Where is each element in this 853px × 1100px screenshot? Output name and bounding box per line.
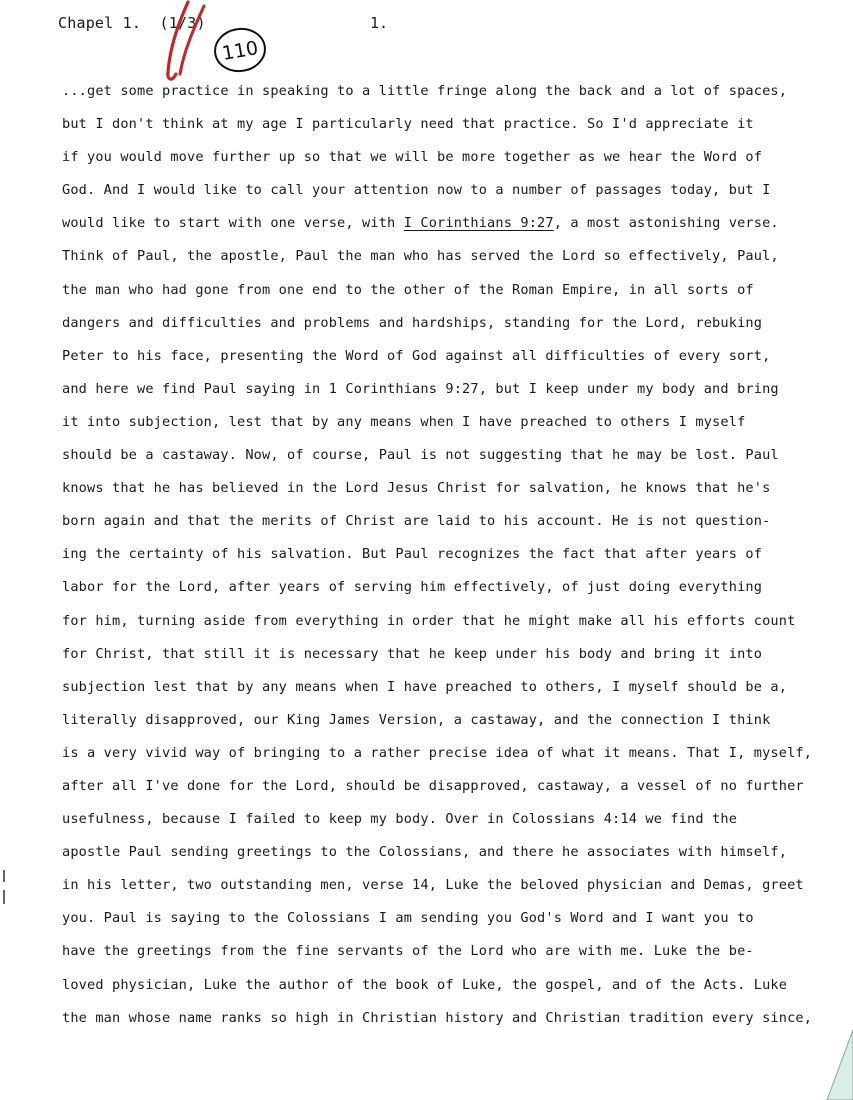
corner-fold [813,1030,853,1100]
fraction-label: (1/3) [159,14,206,32]
text-line: have the greetings from the fine servants of the Lord who are with me. Luke the be- [62,943,754,960]
text-line: ing the certainty of his salvation. But Paul recognizes the fact that after years of [62,546,763,563]
circled-number: 110 [220,37,260,65]
text-line: the man whose name ranks so high in Christian history and Christian tradition every since, [62,1009,813,1026]
text-line: subjection lest that by any means when I have preached to others, I myself should be a, [62,678,788,695]
red-pen-stroke-1 [168,2,188,79]
text-line: and here we find Paul saying in 1 Corinthians 9:27, but I keep under my body and bring [62,380,779,397]
text-line: the man who had gone from one end to the other of the Roman Empire, in all sorts of [62,281,754,298]
text-line: you. Paul is saying to the Colossians I am sending you God's Word and I want you to [62,910,754,927]
text-segment: would like to start with one verse, with [62,215,404,232]
text-line: is a very vivid way of bringing to a rather precise idea of what it means. That I, myself, [62,744,813,761]
chapel-label: Chapel 1. [58,14,142,32]
text-line: for him, turning aside from everything in order that he might make all his efforts count [62,612,796,629]
text-line: Peter to his face, presenting the Word of God against all difficulties of every sort, [62,347,771,364]
underlined-reference: I Corinthians 9:27 [403,215,554,232]
text-line: it into subjection, lest that by any means when I have preached to others I myself [62,413,746,430]
text-line: Think of Paul, the apostle, Paul the man who has served the Lord so effectively, Paul, [62,248,779,265]
text-line: in his letter, two outstanding men, verse 14, Luke the beloved physician and Demas, greet [62,877,804,894]
text-line: after all I've done for the Lord, should be disapproved, castaway, a vessel of no further [62,777,804,794]
text-line: dangers and difficulties and problems and hardships, standing for the Lord, rebuking [62,314,763,331]
text-line: but I don't think at my age I particularly need that practice. So I'd appreciate it [62,116,754,133]
text-line: born again and that the merits of Christ are laid to his account. He is not question- [62,513,771,530]
text-line: ...get some practice in speaking to a little fringe along the back and a lot of spaces, [62,83,788,99]
text-line: usefulness, because I failed to keep my body. Over in Colossians 4:14 we find the [62,811,738,828]
body-text [62,75,842,1035]
text-line [62,207,842,240]
text-line: loved physician, Luke the author of the book of Luke, the gospel, and of the Acts. Luke [62,976,788,993]
page-number: 1. [370,14,389,32]
text-segment: , a most astonishing verse. [553,215,779,232]
text-line: apostle Paul sending greetings to the Colossians, and there he associates with himself, [62,844,788,861]
margin-ticks [0,860,12,920]
text-line: for Christ, that still it is necessary that he keep under his body and bring it into [62,645,763,662]
text-line: God. And I would like to call your attention now to a number of passages today, but I [62,182,771,199]
text-line: labor for the Lord, after years of serving him effectively, of just doing everything [62,579,763,596]
text-line: knows that he has believed in the Lord Jesus Christ for salvation, he knows that he's [62,480,771,497]
text-line: should be a castaway. Now, of course, Paul is not suggesting that he may be lost. Paul [62,447,779,464]
text-line: if you would move further up so that we will be more together as we hear the Word of [62,149,763,166]
text-line: literally disapproved, our King James Version, a castaway, and the connection I think [62,711,771,728]
